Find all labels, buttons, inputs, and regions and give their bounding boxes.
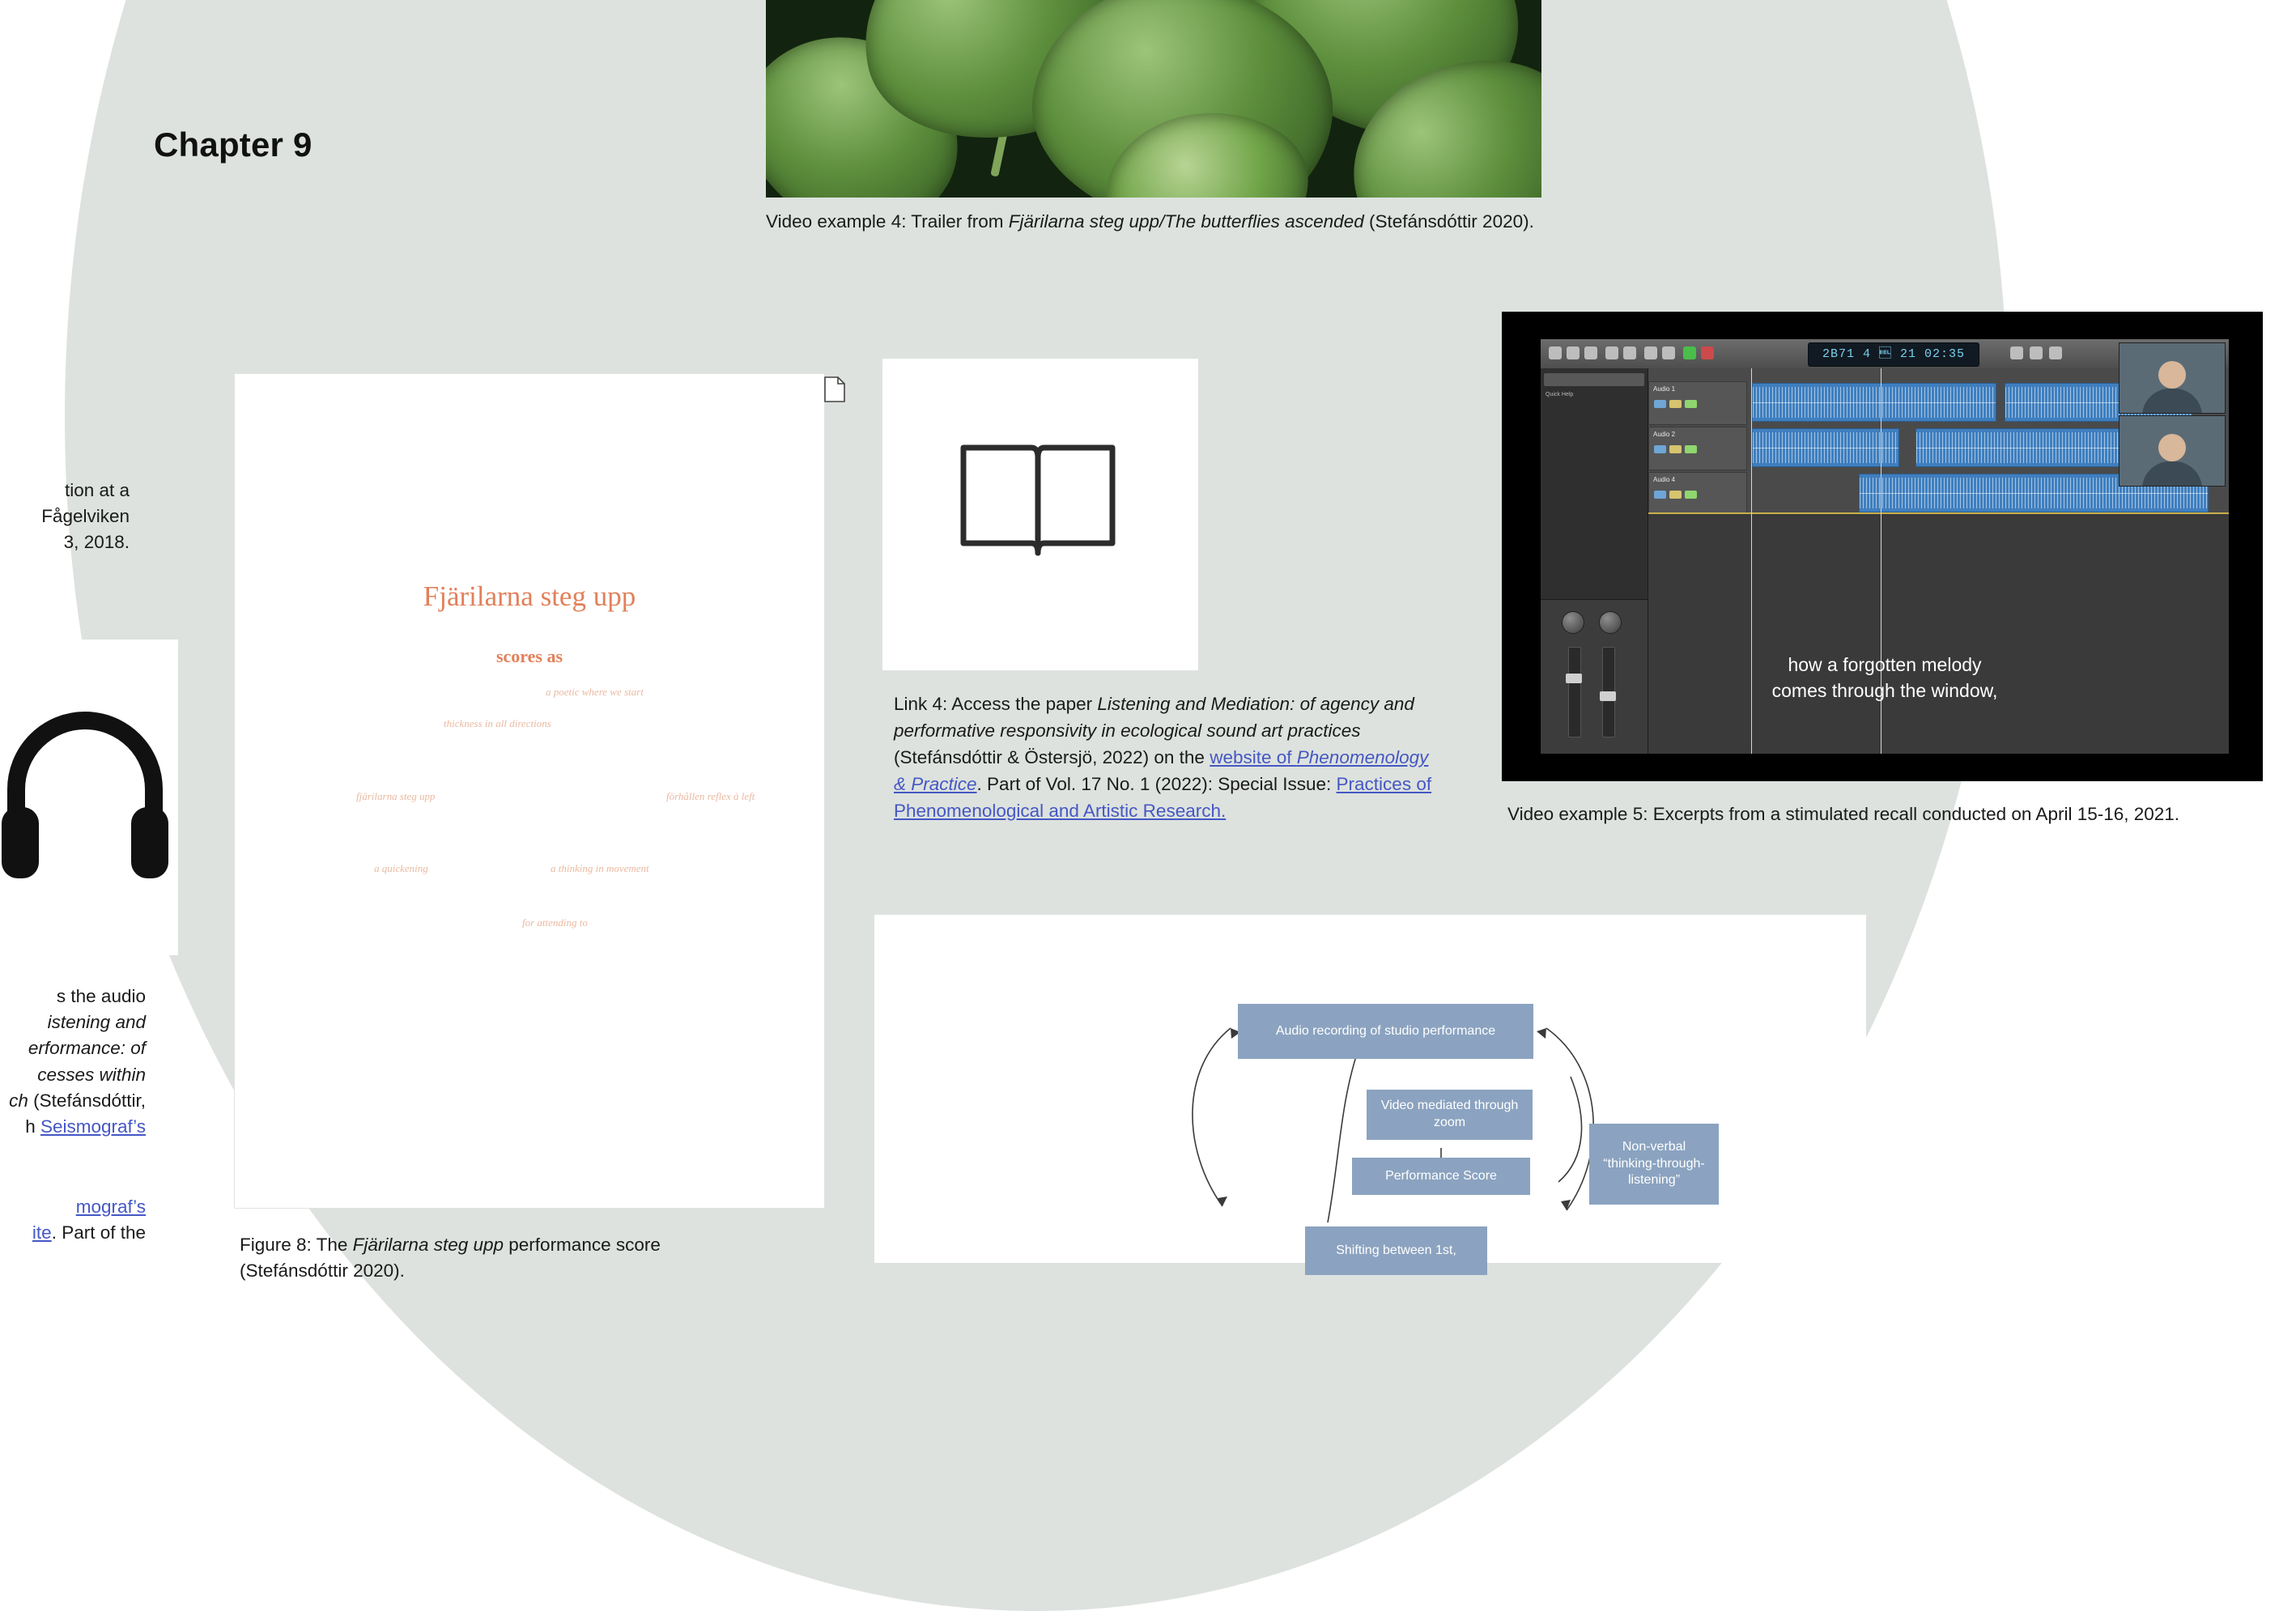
link-4-card[interactable] bbox=[882, 359, 1198, 670]
zoom-participant-tile[interactable] bbox=[2119, 415, 2226, 487]
daw-time-display: 2B71 4  21 02:35 bbox=[1808, 342, 1979, 367]
daw-track-header[interactable] bbox=[1648, 381, 1747, 425]
score-subtitle: scores as bbox=[495, 646, 563, 666]
diagram-arrows bbox=[874, 915, 1866, 1263]
daw-side-panel-title: Quick Help bbox=[1546, 392, 1574, 397]
link-journal-website-label: website of bbox=[1210, 747, 1297, 768]
caption-title: Fjärilarna steg upp/The butterflies ascended bbox=[1008, 211, 1364, 232]
left-caption-line: . Part of the bbox=[51, 1222, 146, 1243]
link-journal-website-title: Phenomenology & Practice bbox=[894, 747, 1429, 795]
diagram-node-non-verbal[interactable]: Non-verbal “thinking-through-listening” bbox=[1589, 1124, 1719, 1205]
diagram-node-video-zoom[interactable]: Video mediated through zoom bbox=[1367, 1090, 1533, 1140]
headphones-icon bbox=[0, 700, 170, 886]
caption-suffix: performance score bbox=[504, 1235, 661, 1255]
video-example-5-caption: Video example 5: Excerpts from a stimulated recall conducted on April 15-16, 2021. bbox=[1507, 804, 2180, 824]
diagram-node-shifting[interactable]: Shifting between 1st, bbox=[1305, 1226, 1487, 1275]
video-subtitle-line-1: how a forgotten melody bbox=[1788, 653, 1982, 675]
score-line: for attending to bbox=[522, 916, 588, 929]
daw-track-label: Audio 1 bbox=[1653, 385, 1676, 393]
link4-authors: (Stefánsdóttir & Östersjö, 2022) on the bbox=[894, 747, 1210, 768]
left-caption-line: erformance: of bbox=[28, 1038, 146, 1059]
video-example-5-player[interactable] bbox=[1502, 312, 2263, 781]
headphones-card[interactable] bbox=[0, 640, 178, 955]
left-caption-line: ch bbox=[9, 1090, 28, 1111]
daw-track-header[interactable] bbox=[1648, 427, 1747, 470]
daw-track-label: Audio 2 bbox=[1653, 431, 1676, 438]
daw-lower-area bbox=[1648, 514, 2229, 754]
open-book-icon bbox=[957, 440, 1119, 569]
zoom-participant-tile[interactable] bbox=[2119, 342, 2226, 414]
link4-intro: Link 4: Access the paper bbox=[894, 694, 1098, 714]
score-line: fjärilarna steg upp bbox=[356, 790, 436, 802]
left-caption-line: istening and bbox=[47, 1012, 146, 1033]
score-line: a poetic where we start bbox=[546, 686, 644, 698]
link4-volume: . Part of Vol. 17 No. 1 (2022): Special Issue: bbox=[976, 774, 1337, 795]
score-line: thickness in all directions bbox=[444, 717, 551, 729]
daw-screen bbox=[1541, 339, 2229, 754]
link4-paper-title: Listening and Mediation: of agency and performative responsivity in ecological sound art practices bbox=[894, 694, 1414, 742]
link-special-issue[interactable]: Practices of Phenomenological and Artistic Research. bbox=[894, 774, 1432, 822]
caption-text: Figure 8: The bbox=[240, 1235, 353, 1255]
link-seismograf[interactable]: Seismograf’s bbox=[40, 1116, 146, 1137]
diagram-node-performance-score[interactable]: Performance Score bbox=[1352, 1158, 1530, 1195]
link-site[interactable]: ite bbox=[32, 1222, 52, 1243]
left-column-caption-2 bbox=[0, 984, 146, 1140]
page-title: Chapter 9 bbox=[154, 125, 313, 164]
caption-line-2: (Stefánsdóttir 2020). bbox=[240, 1260, 405, 1281]
score-line: förhållen reflex à left bbox=[666, 790, 755, 802]
link-seismograf-continued[interactable]: mograf’s bbox=[75, 1197, 146, 1217]
left-caption-line: 3, 2018. bbox=[63, 532, 130, 553]
diagram-node-audio-recording[interactable]: Audio recording of studio performance bbox=[1238, 1004, 1533, 1059]
link-4-text bbox=[894, 691, 1444, 824]
caption-title: Fjärilarna steg upp bbox=[352, 1235, 504, 1255]
left-caption-line: tion at a bbox=[64, 480, 130, 500]
left-caption-line: (Stefánsdóttir, bbox=[28, 1090, 146, 1111]
left-column-caption-1 bbox=[0, 478, 130, 556]
daw-track-header[interactable] bbox=[1648, 472, 1747, 516]
score-title: Fjärilarna steg upp bbox=[423, 580, 636, 612]
figure-8-caption bbox=[240, 1232, 855, 1284]
daw-audio-clip[interactable] bbox=[1752, 428, 1899, 467]
video-subtitle-line-2: comes through the window, bbox=[1771, 679, 1998, 701]
caption-suffix: (Stefánsdóttir 2020). bbox=[1363, 211, 1534, 232]
score-line: a thinking in movement bbox=[551, 862, 649, 874]
caption-text: Video example 4: Trailer from bbox=[766, 211, 1009, 232]
document-page-icon[interactable] bbox=[824, 376, 845, 402]
left-caption-line: cesses within bbox=[37, 1064, 146, 1085]
video-example-4-caption bbox=[766, 209, 1543, 235]
left-caption-line: Fågelviken bbox=[41, 506, 130, 527]
performance-score-document[interactable] bbox=[235, 374, 824, 1208]
left-caption-line: h bbox=[25, 1116, 40, 1137]
left-caption-line: s the audio bbox=[56, 986, 146, 1006]
video-example-4-player[interactable] bbox=[766, 0, 1541, 198]
daw-audio-clip[interactable] bbox=[1752, 383, 1996, 422]
daw-track-label: Audio 4 bbox=[1653, 476, 1676, 483]
diagram-card bbox=[874, 915, 1866, 1263]
video-subtitle bbox=[1541, 652, 2229, 703]
left-column-caption-3 bbox=[0, 1194, 146, 1246]
score-line: a quickening bbox=[374, 862, 428, 874]
